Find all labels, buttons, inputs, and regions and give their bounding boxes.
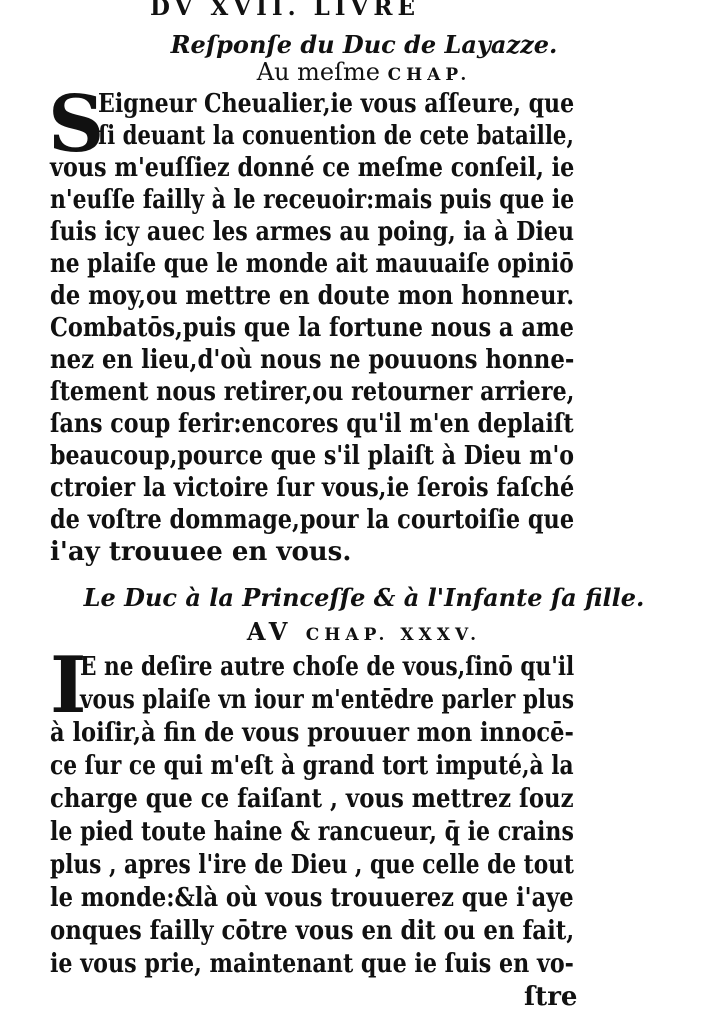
text-line: à loiſir,à fin de vous prouuer mon innocē-	[50, 718, 574, 748]
section-2-subtitle	[0, 617, 728, 646]
catchword: ſtre	[524, 982, 578, 1012]
text-line: ne plaiſe que le monde ait mauuaiſe opiniō	[50, 249, 574, 279]
text-line: E ne deſire autre choſe de vous,ſinō qu'il	[80, 652, 575, 682]
text-line: le pied toute haine & rancueur, q̄ ie crains	[50, 817, 574, 847]
text-line: ſi deuant la conuention de cete bataille,	[98, 121, 574, 151]
text-line: Combatōs,puis que la fortune nous a ame	[50, 313, 574, 343]
section-1-dropcap: S	[48, 79, 105, 170]
text-line: charge que ce faiſant , vous mettrez ſouz	[50, 784, 574, 814]
text-line: plus , apres l'ire de Dieu , que celle de tout	[50, 850, 574, 880]
section-1-subtitle-caps: CHAP.	[387, 65, 472, 85]
text-line: de voſtre dommage,pour la courtoiſie que	[50, 505, 575, 535]
text-line: i'ay trouuee en vous.	[50, 537, 352, 567]
text-line: de moy,ou mettre en doute mon honneur.	[50, 281, 575, 311]
running-head: DV XVII. LIVRE	[150, 0, 421, 21]
section-2-dropcap: I	[50, 640, 87, 731]
section-1-subtitle	[0, 58, 728, 86]
text-line: ie vous prie, maintenant que ie ſuis en vo-	[50, 949, 574, 979]
text-line: n'euſſe failly à le receuoir:mais puis que ie	[50, 185, 575, 215]
text-line: le monde:&là où vous trouuerez que i'aye	[50, 883, 574, 913]
section-2-subtitle-prefix: AV	[246, 617, 306, 646]
text-line: ſuis icy auec les armes au poing, ia à Dieu	[50, 217, 575, 247]
text-line: vous m'euſſiez donné ce meſme conſeil, ie	[50, 153, 575, 183]
text-line: nez en lieu,d'où nous ne pouuons honne-	[50, 345, 575, 375]
text-line: ſtement nous retirer,ou retourner arriere,	[50, 377, 575, 407]
text-line: vous plaiſe vn iour m'entēdre parler plus	[80, 685, 574, 715]
text-line: ſans coup ferir:encores qu'il m'en deplaiſt	[50, 409, 574, 439]
text-line: ce ſur ce qui m'eſt à grand tort imputé,à la	[50, 751, 574, 781]
section-2-title: Le Duc à la Princeſſe & à l'Infante ſa fille.	[83, 583, 645, 612]
text-line: onques failly cōtre vous en dit ou en fait,	[50, 916, 575, 946]
text-line: beaucoup,pource que s'il plaiſt à Dieu m'o	[50, 441, 575, 471]
text-line: ctroier la victoire ſur vous,ie ſerois faſché	[50, 473, 575, 503]
section-1-title: Reſponſe du Duc de Layazze.	[170, 30, 558, 59]
section-2-subtitle-caps: CHAP. XXXV.	[305, 625, 482, 645]
section-1-subtitle-prefix: Au meſme	[256, 58, 388, 86]
text-line: Eigneur Cheualier,ie vous aſſeure, que	[98, 89, 575, 119]
